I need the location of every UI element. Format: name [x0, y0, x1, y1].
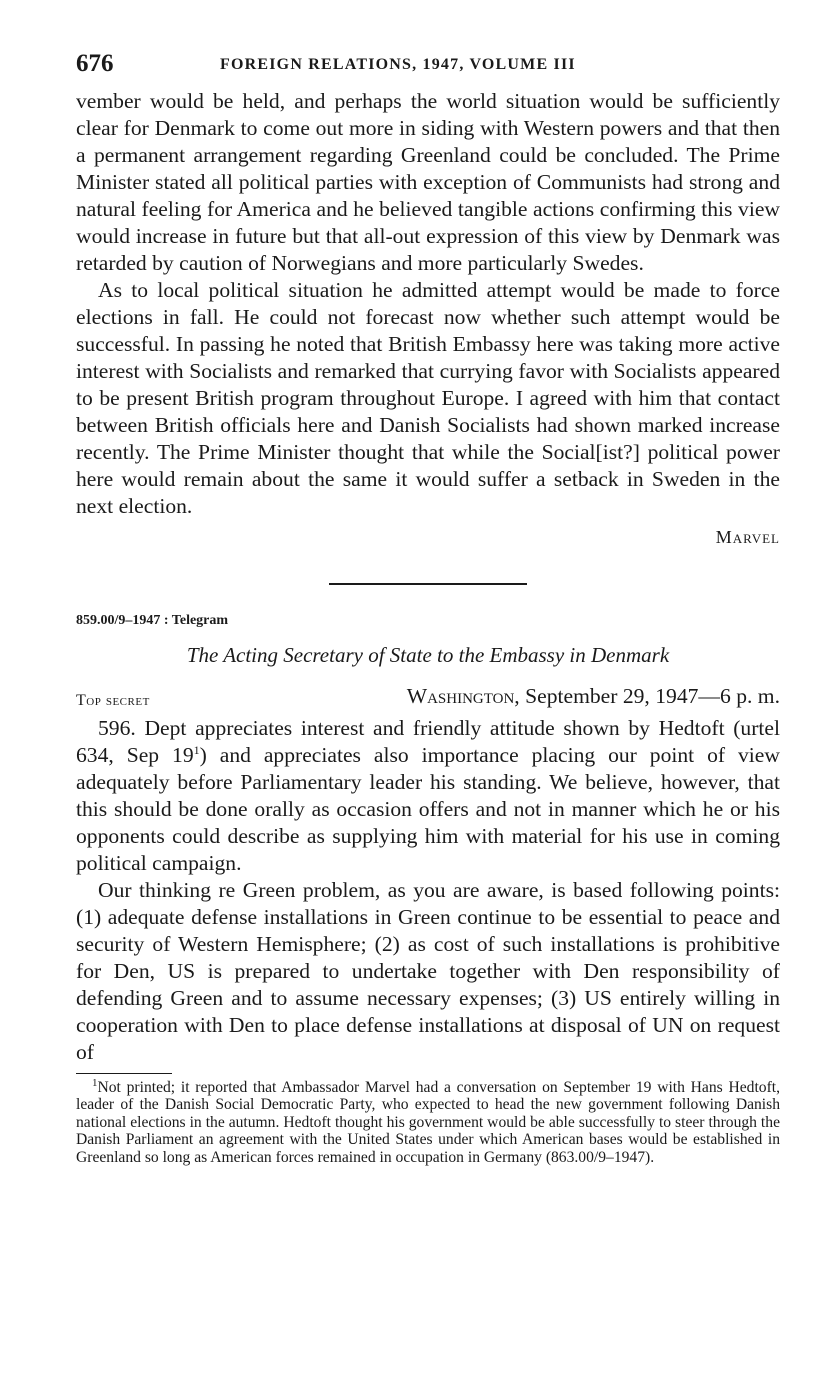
running-header	[76, 48, 780, 88]
local-politics-paragraph: As to local political situation he admitted attempt would be made to force elections in fall. He could not forecast now whether such attempt would be successful. In passing he noted that British Embassy here was taking more active interest with Socialists and remarked that currying favor with Socialists appeared to be present British program throughout Europe. I agreed with him that contact between British officials here and Danish Socialists had shown marked increase recently. The Prime Minister thought that while the Social[ist?] political power here would remain about the same it would suffer a setback in Sweden in the next election.	[76, 278, 780, 518]
footnote-text	[76, 1076, 780, 1166]
file-reference: 859.00/9–1947 : Telegram	[76, 613, 229, 628]
running-title: FOREIGN RELATIONS, 1947, VOLUME III	[220, 56, 576, 73]
footnote-mark: 1	[92, 1076, 98, 1089]
telegram-body	[76, 715, 780, 1066]
document-page	[76, 48, 780, 1166]
dateline-date: September 29, 1947—6 p. m.	[519, 684, 780, 708]
footnote	[76, 1076, 780, 1166]
continued-telegram	[76, 88, 780, 520]
telegram-paragraph-greenland: Our thinking re Green problem, as you are aware, is based following points: (1) adequate defense installations in Green continue to be essential to peace and security of Western Hemisphere; (2) as cost of such installations is prohibitive for Den, US is prepared to undertake together with Den responsibility of defending Green and to assume necessary expenses; (3) US entirely willing in cooperation with Den to place defense installations at disposal of UN on request of	[76, 878, 780, 1064]
classification-label: Top secret	[76, 692, 150, 709]
page-number: 676	[76, 50, 114, 77]
paragraph-text-after-ref: ) and appreciates also importance placing our point of view adequately before Parliamentary leader his standing. We believe, however, that this should be done orally as occasion offers and not in manner which he or his opponents could describe as supplying him with material for his use in coming political campaign.	[76, 743, 780, 875]
continued-paragraph: vember would be held, and perhaps the world situation would be sufficiently clear for Denmark to come out more in siding with Western powers and that then a permanent arrangement regarding Greenland could be concluded. The Prime Minister stated all political parties with exception of Communists had strong and natural feeling for America and he believed tangible actions confirming this view would increase in future but that all-out expression of this view by Denmark was retarded by caution of Norwegians and more particularly Swedes.	[76, 89, 780, 275]
paragraph-text-before-ref: 596. Dept appreciates interest and friendly attitude shown by Hedtoft (urtel 634, Sep 19	[76, 716, 780, 767]
dateline	[407, 683, 780, 710]
document-title: The Acting Secretary of State to the Embassy in Denmark	[186, 643, 670, 667]
footnote-body: Not printed; it reported that Ambassador Marvel had a conversation on September 19 with Hans Hedtoft, leader of the Danish Social Democratic Party, who expected to head the new government following Danish national elections in the autumn. Hedtoft thought his government would be able successfully to steer through the Danish Parliament an agreement with the United States under which American bases would be established in Greenland so long as American forces remained in occupation in Germany (863.00/9–1947).	[76, 1079, 780, 1166]
footnote-divider	[76, 1073, 172, 1074]
section-divider	[329, 583, 527, 585]
footnote-reference: 1	[193, 742, 200, 757]
dateline-row	[76, 683, 780, 715]
signature-marvel: Marvel	[715, 527, 780, 547]
telegram-paragraph-596	[76, 715, 780, 877]
dateline-place: Washington,	[406, 684, 520, 708]
